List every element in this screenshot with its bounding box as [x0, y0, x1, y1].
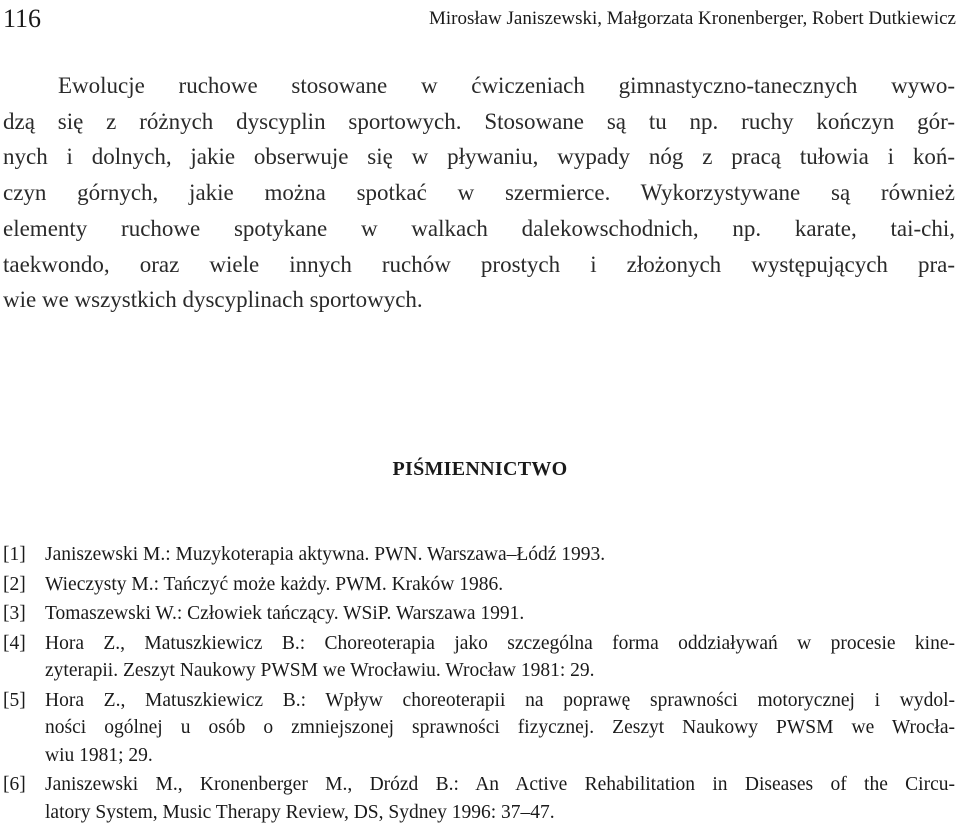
reference-number: [3] — [3, 603, 26, 624]
body-paragraph — [3, 68, 955, 318]
running-head — [0, 0, 960, 40]
reference-item — [3, 771, 955, 826]
body-line: nych i dolnych, jakie obserwuje się w pływaniu, wypady nóg z pracą tułowia i koń- — [3, 144, 955, 170]
reference-line: Tomaszewski W.: Człowiek tańczący. WSiP. Warszawa 1991. — [45, 603, 525, 624]
reference-item — [3, 571, 955, 599]
reference-number: [1] — [3, 544, 26, 565]
body-line: Ewolucje ruchowe stosowane w ćwiczeniach gimnastyczno-tanecznych wywo- — [58, 73, 955, 98]
reference-number: [4] — [3, 632, 26, 654]
reference-line: Hora Z., Matuszkiewicz B.: Wpływ choreoterapii na poprawę sprawności motorycznej i wydol- — [45, 689, 955, 711]
reference-line: wiu 1981; 29. — [45, 744, 153, 766]
reference-item — [3, 600, 955, 628]
body-line: czyn górnych, jakie można spotkać w szermierce. Wykorzystywane są również — [3, 180, 955, 206]
reference-line: latory System, Music Therapy Review, DS, Sydney 1996: 37–47. — [45, 801, 555, 823]
body-line: taekwondo, oraz wiele innych ruchów prostych i złożonych występujących pra- — [3, 251, 955, 277]
body-line: dzą się z różnych dyscyplin sportowych. Stosowane są tu np. ruchy kończyn gór- — [3, 108, 955, 134]
body-line: wie we wszystkich dyscyplinach sportowych. — [3, 287, 423, 313]
reference-line: zyterapii. Zeszyt Naukowy PWSM we Wrocławiu. Wrocław 1981: 29. — [45, 660, 595, 681]
reference-line: ności ogólnej u osób o zmniejszonej sprawności fizycznej. Zeszyt Naukowy PWSM we Wrocła- — [45, 717, 955, 738]
reference-number: [6] — [3, 774, 26, 795]
reference-number: [5] — [3, 689, 26, 711]
reference-line: Janiszewski M., Kronenberger M., Drózd B.: An Active Rehabilitation in Diseases of the Circu- — [45, 774, 955, 795]
reference-item — [3, 687, 955, 770]
reference-line: Hora Z., Matuszkiewicz B.: Choreoterapia jako szczególna forma oddziaływań w procesie kine- — [45, 632, 955, 654]
body-line: elementy ruchowe spotykane w walkach dalekowschodnich, np. karate, tai-chi, — [3, 215, 955, 241]
reference-list — [3, 541, 955, 828]
reference-line: Janiszewski M.: Muzykoterapia aktywna. PWN. Warszawa–Łódź 1993. — [45, 544, 606, 565]
page-number: 116 — [3, 4, 42, 33]
reference-item — [3, 630, 955, 685]
reference-number: [2] — [3, 573, 26, 595]
references-heading: PIŚMIENNICTWO — [392, 458, 568, 480]
running-head-authors: Mirosław Janiszewski, Małgorzata Kronenberger, Robert Dutkiewicz — [428, 8, 956, 29]
reference-item — [3, 541, 955, 569]
reference-line: Wieczysty M.: Tańczyć może każdy. PWM. Kraków 1986. — [45, 573, 504, 595]
